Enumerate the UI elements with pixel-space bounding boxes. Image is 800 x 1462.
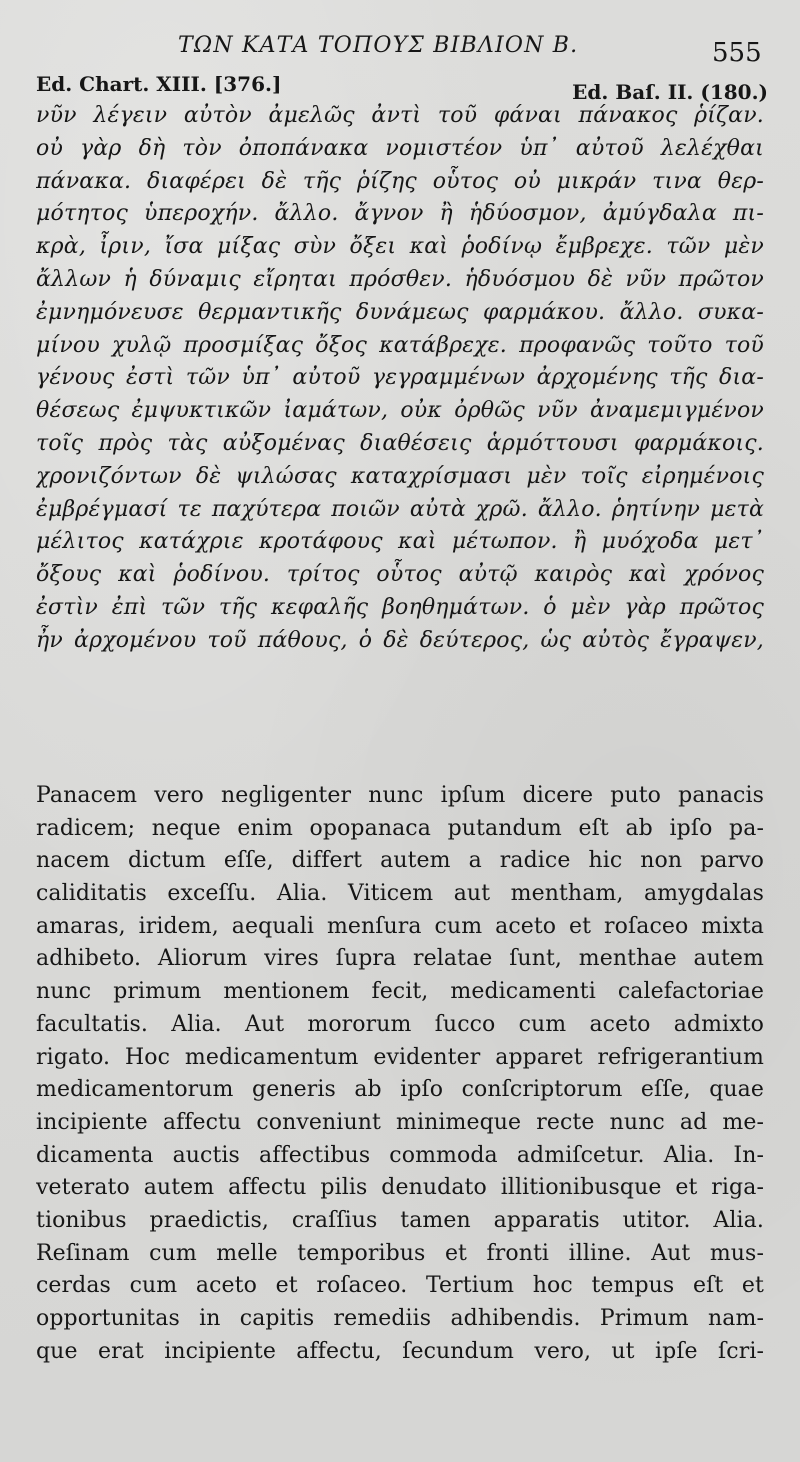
latin-line: cerdas cum aceto et roſaceo. Tertium hoc tempus eſt et: [36, 1273, 764, 1299]
latin-line: tionibus praedictis, craſſius tamen apparatis utitor. Alia.: [36, 1207, 764, 1233]
greek-line: οὐ γὰρ δὴ τὸν ὀποπάνακα νομιστέον ὑπ᾽ αὐτοῦ λελέχθαι: [36, 135, 764, 161]
latin-line: facultatis. Alia. Aut mororum ſucco cum aceto admixto: [36, 1011, 764, 1037]
latin-line: adhibeto. Aliorum vires ſupra relatae ſunt, menthae autem: [36, 946, 764, 972]
latin-line: Panacem vero negligenter nunc ipſum dicere puto panacis: [36, 783, 764, 808]
latin-line: nunc primum mentionem fecit, medicamenti calefactoriae: [36, 979, 764, 1005]
edition-basel-reference: Ed. Baſ. II. (180.): [572, 80, 768, 104]
latin-line: caliditatis exceſſu. Alia. Viticem aut mentham, amygdalas: [36, 881, 764, 907]
latin-line: nacem dictum eſſe, differt autem a radice hic non parvo: [36, 848, 764, 874]
greek-line: νῦν λέγειν αὐτὸν ἀμελῶς ἀντὶ τοῦ φάναι πάνακος ῥίζαν.: [36, 103, 764, 128]
edition-reference-line: [36, 72, 768, 104]
greek-text-block: [36, 100, 764, 658]
greek-line: μότητος ὑπεροχήν. ἄλλο. ἄγνον ἢ ἡδύοσμον, ἀμύγδαλα πι-: [36, 201, 764, 227]
latin-line: opportunitas in capitis remediis adhibendis. Primum nam-: [36, 1306, 764, 1331]
greek-line: ἐμνημόνευσε θερμαντικῆς δυνάμεως φαρμάκου. ἄλλο. συκα-: [36, 299, 764, 325]
greek-line: τοῖς πρὸς τὰς αὐξομένας διαθέσεις ἁρμόττουσι φαρμάκοις.: [36, 430, 764, 456]
greek-line: μίνου χυλῷ προσμίξας ὄξος κατάβρεχε. προφανῶς τοῦτο τοῦ: [36, 332, 764, 358]
page-number: 555: [712, 38, 762, 68]
greek-line: μέλιτος κατάχριε κροτάφους καὶ μέτωπον. ἢ μυόχοδα μετ᾽: [36, 529, 764, 555]
greek-line: γένους ἐστὶ τῶν ὑπ᾽ αὐτοῦ γεγραμμένων ἀρχομένης τῆς δια-: [36, 365, 764, 391]
latin-line: amaras, iridem, aequali menſura cum aceto et roſaceo mixta: [36, 913, 764, 939]
greek-line: θέσεως ἐμψυκτικῶν ἰαμάτων, οὐκ ὀρθῶς νῦν ἀναμεμιγμένον: [36, 398, 764, 424]
latin-line: Reſinam cum melle temporibus et fronti illine. Aut mus-: [36, 1240, 764, 1266]
greek-line: χρονιζόντων δὲ ψιλώσας καταχρίσμασι μὲν τοῖς εἰρημένοις: [36, 463, 764, 489]
edition-chart-reference: Ed. Chart. XIII. [376.]: [36, 72, 282, 96]
running-title: ΤΩΝ ΚΑΤΑ ΤΟΠΟΥΣ ΒΙΒΛΙΟΝ Β.: [178, 33, 579, 58]
greek-line: ὄξους καὶ ῥοδίνου. τρίτος οὗτος αὐτῷ καιρὸς καὶ χρόνος: [36, 562, 764, 588]
greek-line: ἐστὶν ἐπὶ τῶν τῆς κεφαλῆς βοηθημάτων. ὁ μὲν γὰρ πρῶτος: [36, 594, 764, 620]
latin-line: medicamentorum generis ab ipſo conſcriptorum eſſe, quae: [36, 1077, 764, 1103]
greek-line: πάνακα. διαφέρει δὲ τῆς ῥίζης οὗτος οὐ μικράν τινα θερ-: [36, 168, 764, 194]
latin-line: incipiente affectu conveniunt minimeque recte nunc ad me-: [36, 1109, 764, 1135]
greek-line: κρὰ, ἶριν, ἴσα μίξας σὺν ὄξει καὶ ῥοδίνῳ ἔμβρεχε. τῶν μὲν: [36, 234, 764, 260]
running-head: [0, 30, 800, 70]
greek-line: ἄλλων ἡ δύναμις εἴρηται πρόσθεν. ἡδυόσμου δὲ νῦν πρῶτον: [36, 266, 764, 292]
latin-line: rigato. Hoc medicamentum evidenter apparet refrigerantium: [36, 1044, 764, 1070]
latin-line: radicem; neque enim opopanaca putandum eſt ab ipſo pa-: [36, 815, 764, 841]
greek-line: ἦν ἀρχομένου τοῦ πάθους, ὁ δὲ δεύτερος, ὡς αὐτὸς ἔγραψεν,: [36, 627, 764, 653]
latin-line: dicamenta auctis affectibus commoda admiſcetur. Alia. In-: [36, 1142, 764, 1168]
latin-line: veterato autem affectu pilis denudato illitionibusque et riga-: [36, 1175, 764, 1201]
latin-line: que erat incipiente affectu, ſecundum vero, ut ipſe ſcri-: [36, 1338, 764, 1364]
latin-text-block: [36, 780, 764, 1368]
greek-line: ἐμβρέγμασί τε παχύτερα ποιῶν αὐτὰ χρῶ. ἄλλο. ῥητίνην μετὰ: [36, 496, 764, 522]
